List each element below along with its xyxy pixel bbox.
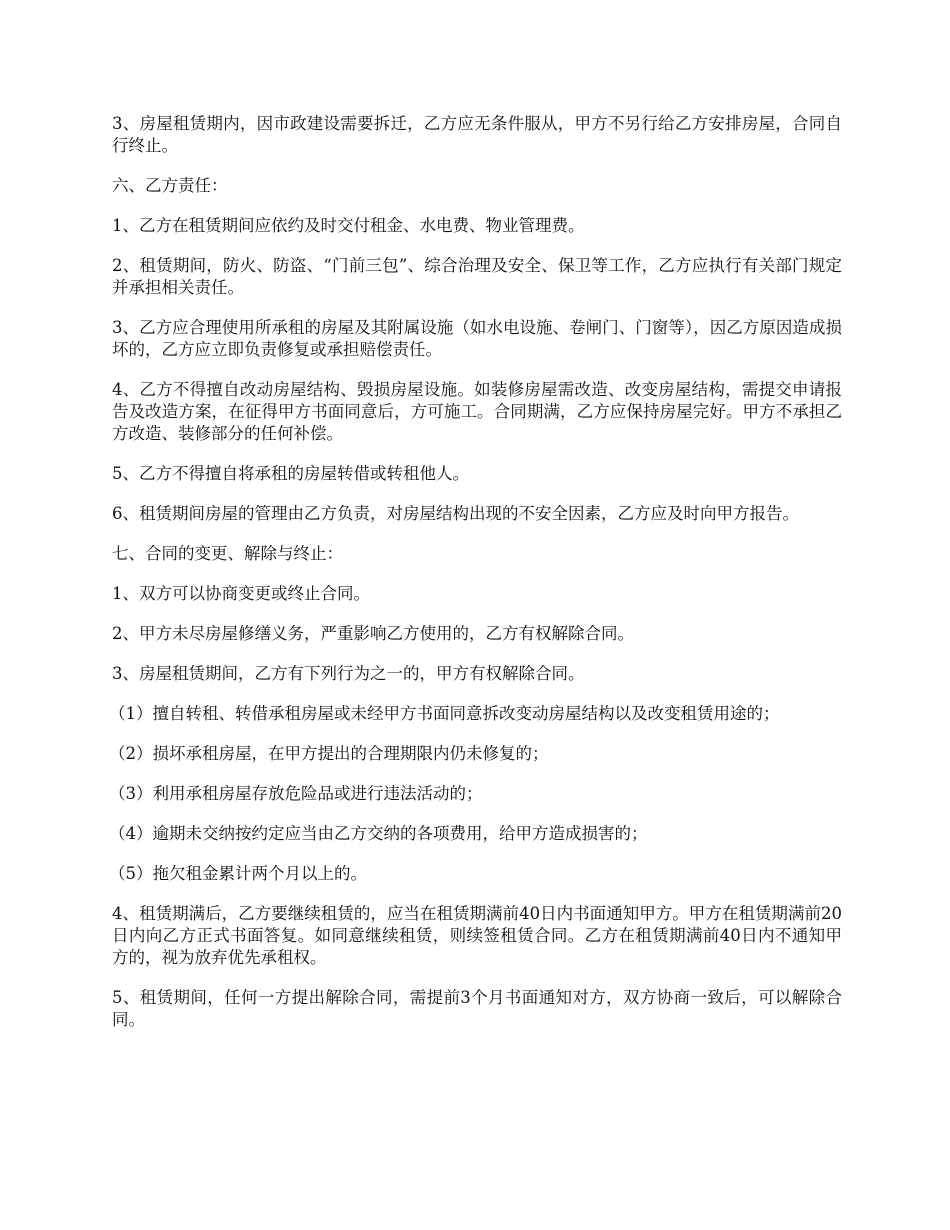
sub-item: （4）逾期未交纳按约定应当由乙方交纳的各项费用，给甲方造成损害的； bbox=[109, 824, 648, 843]
paragraph: 5、乙方不得擅自将承租的房屋转借或转租他人。 bbox=[112, 464, 469, 483]
paragraph: 3、房屋租赁期间，乙方有下列行为之一的，甲方有权解除合同。 bbox=[112, 664, 585, 683]
sub-item: （1）擅自转租、转借承租房屋或未经甲方书面同意拆改变动房屋结构以及改变租赁用途的； bbox=[109, 704, 780, 723]
paragraph: 6、租赁期间房屋的管理由乙方负责，对房屋结构出现的不安全因素，乙方应及时向甲方报告。 bbox=[112, 504, 799, 523]
paragraph: 3、乙方应合理使用所承租的房屋及其附属设施（如水电设施、卷闸门、门窗等），因乙方原因造成损坏的，乙方应立即负责修复或承担赔偿责任。 bbox=[112, 318, 842, 359]
sub-item: （3）利用承租房屋存放危险品或进行违法活动的； bbox=[109, 784, 483, 803]
paragraph: 4、乙方不得擅自改动房屋结构、毁损房屋设施。如装修房屋需改造、改变房屋结构，需提交申请报告及改造方案，在征得甲方书面同意后，方可施工。合同期满，乙方应保持房屋完好。甲方不承担乙方改造、装修部分的任何补偿。 bbox=[112, 380, 842, 443]
paragraph: 4、租赁期满后，乙方要继续租赁的，应当在租赁期满前40日内书面通知甲方。甲方在租赁期满前20日内向乙方正式书面答复。如同意继续租赁，则续签租赁合同。乙方在租赁期满前40日内不通知甲方的，视为放弃优先承租权。 bbox=[112, 904, 842, 967]
paragraph: 1、双方可以协商变更或终止合同。 bbox=[112, 584, 370, 603]
paragraph: 2、租赁期间，防火、防盗、“门前三包”、综合治理及安全、保卫等工作，乙方应执行有关部门规定并承担相关责任。 bbox=[112, 256, 842, 297]
paragraph: 5、租赁期间，任何一方提出解除合同，需提前3个月书面通知对方，双方协商一致后，可以解除合同。 bbox=[112, 988, 842, 1029]
paragraph: 2、甲方未尽房屋修缮义务，严重影响乙方使用的，乙方有权解除合同。 bbox=[112, 624, 634, 643]
section-heading: 六、乙方责任： bbox=[112, 176, 228, 195]
paragraph: 1、乙方在租赁期间应依约及时交付租金、水电费、物业管理费。 bbox=[112, 216, 585, 235]
sub-item: （2）损坏承租房屋，在甲方提出的合理期限内仍未修复的； bbox=[109, 744, 549, 763]
sub-item: （5）拖欠租金累计两个月以上的。 bbox=[109, 864, 367, 883]
paragraph: 3、房屋租赁期内，因市政建设需要拆迁，乙方应无条件服从，甲方不另行给乙方安排房屋，合同自行终止。 bbox=[112, 114, 842, 155]
section-heading: 七、合同的变更、解除与终止： bbox=[112, 544, 343, 563]
document-body bbox=[109, 113, 842, 1049]
